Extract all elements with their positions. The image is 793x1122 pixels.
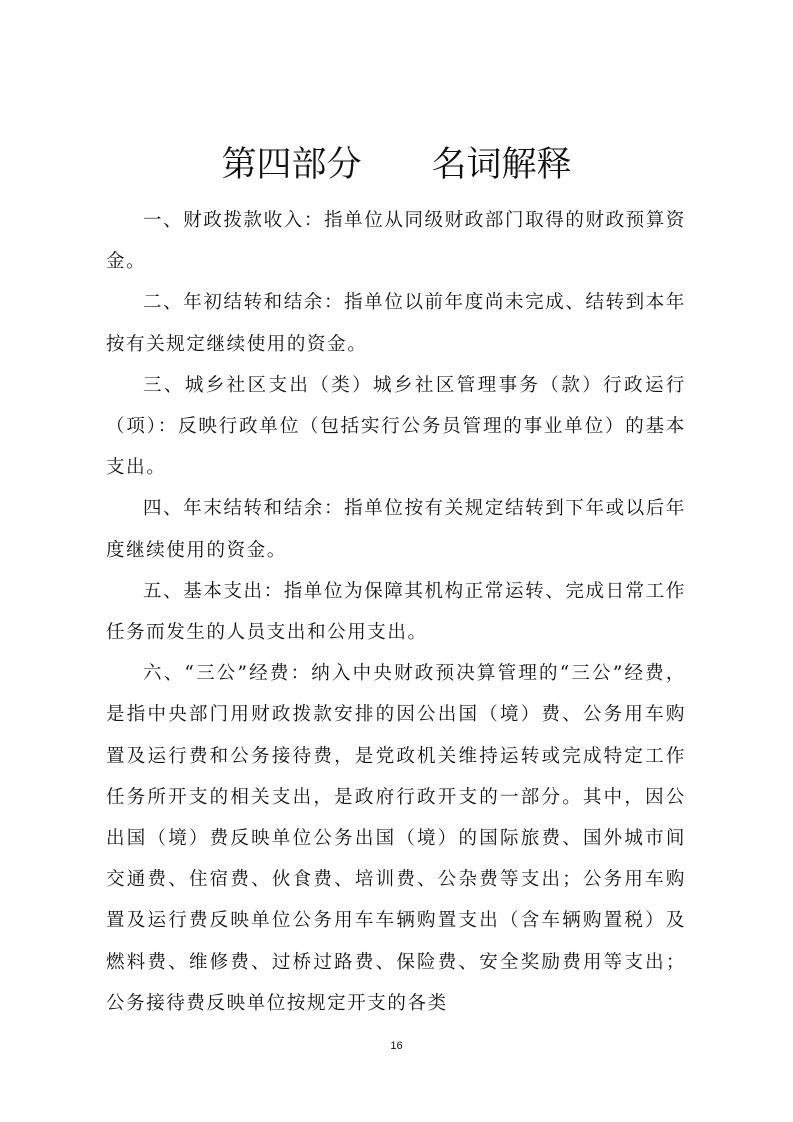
paragraph-three-public-expenses: 六、“三公”经费：纳入中央财政预决算管理的“三公”经费，是指中央部门用财政拨款安排的因公出国（境）费、公务用车购置及运行费和公务接待费，是党政机关维持运转或完成特定工作任务所开支的相关支出，是政府行政开支的一部分。其中，因公出国（境）费反映单位公务出国（境）的国际旅费、国外城市间交通费、住宿费、伙食费、培训费、公杂费等支出；公务用车购置及运行费反映单位公务用车车辆购置支出（含车辆购置税）及燃料费、维修费、过桥过路费、保险费、安全奖励费用等支出；公务接待费反映单位按规定开支的各类 bbox=[106, 663, 686, 1014]
paragraph-fiscal-appropriation-income: 一、财政拨款收入：指单位从同级财政部门取得的财政预算资金。 bbox=[106, 210, 686, 273]
paragraph-beginning-carryover: 二、年初结转和结余：指单位以前年度尚未完成、结转到本年按有关规定继续使用的资金。 bbox=[106, 292, 686, 355]
document-body bbox=[106, 200, 686, 1024]
paragraph-basic-expenditure: 五、基本支出：指单位为保障其机构正常运转、完成日常工作任务而发生的人员支出和公用支出。 bbox=[106, 580, 686, 644]
page-number: 16 bbox=[390, 1040, 403, 1052]
paragraph-urban-rural-community-expenditure: 三、城乡社区支出（类）城乡社区管理事务（款）行政运行（项）：反映行政单位（包括实行公务员管理的事业单位）的基本支出。 bbox=[106, 374, 686, 479]
page-title: 第四部分 名词解释 bbox=[221, 145, 572, 185]
paragraph-year-end-carryover: 四、年末结转和结余：指单位按有关规定结转到下年或以后年度继续使用的资金。 bbox=[106, 498, 686, 561]
